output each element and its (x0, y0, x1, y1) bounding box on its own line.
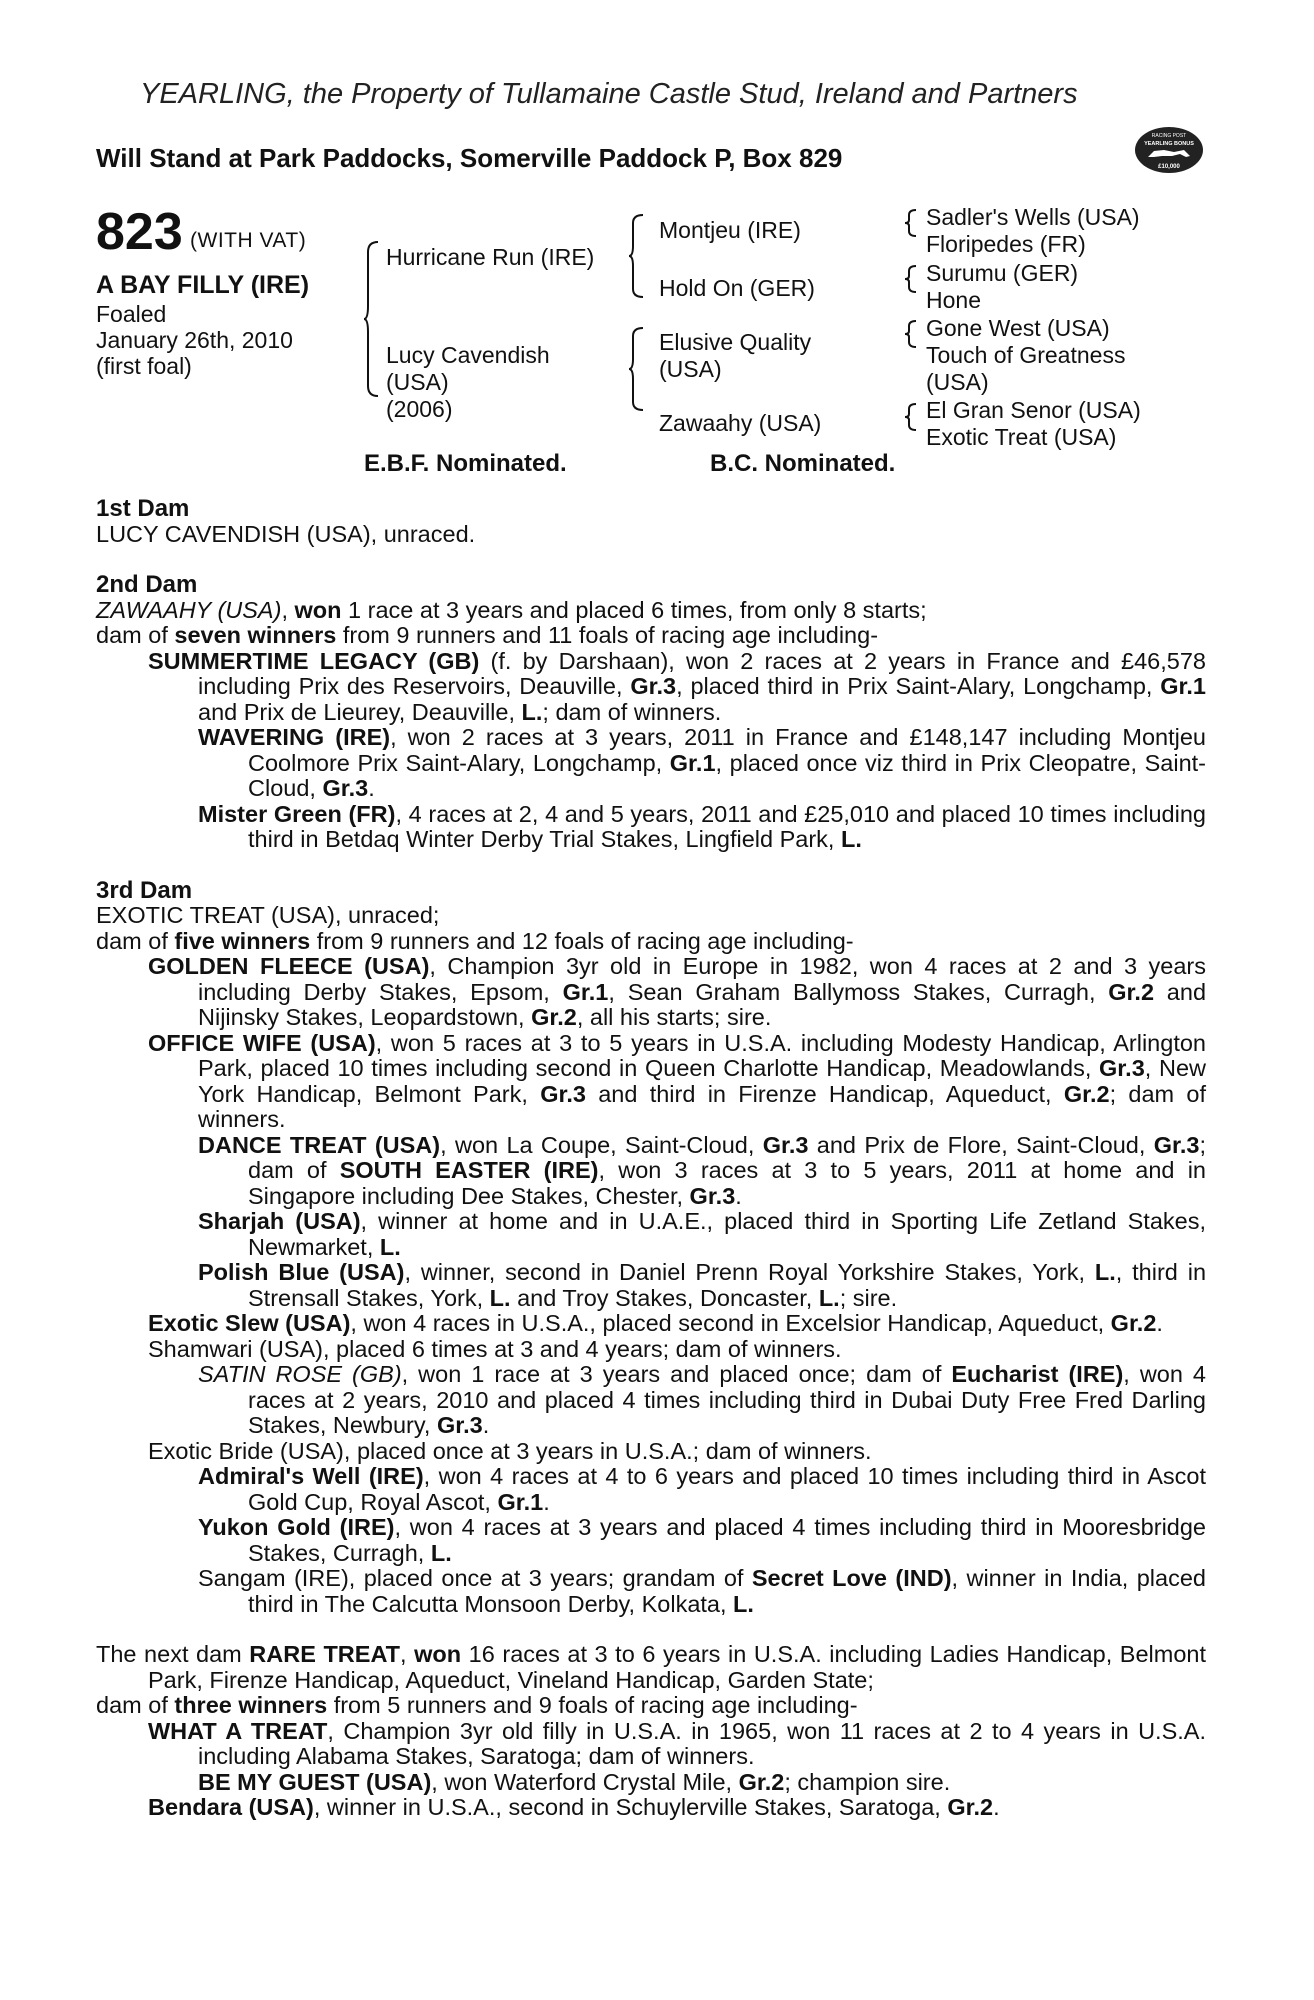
dam-dam-name: Zawaahy (USA) (659, 410, 822, 436)
lot-description: A BAY FILLY (IRE) (96, 271, 310, 299)
pedigree-brace-gen1 (364, 240, 380, 398)
progeny-what-a-treat: WHAT A TREAT, Champion 3yr old filly in U.S.A. in 1965, won 11 races at 2 to 4 years in U.S.A. including Alabama Stakes, Saratoga; dam of winners. (148, 1717, 1206, 1769)
progeny-dance-treat: DANCE TREAT (USA), won La Coupe, Saint-Cloud, Gr.3 and Prix de Flore, Saint-Cloud, Gr.3; dam of SOUTH EASTER (IRE), won 3 races at 3 to 5 years, 2011 at home and in Singapore including Dee Stakes, Chester, Gr.3. (198, 1131, 1206, 1209)
progeny-office-wife: OFFICE WIFE (USA), won 5 races at 3 to 5 years in U.S.A. including Modesty Handicap, Arlington Park, placed 10 times including second in Queen Charlotte Handicap, Meadowlands, Gr.3, New York Handicap, Belmont Park, Gr.3 and third in Firenze Handicap, Aqueduct, Gr.2; dam of winners. (148, 1029, 1207, 1132)
progeny-mister-green: Mister Green (FR), 4 races at 2, 4 and 5 years, 2011 and £25,010 and placed 10 times including third in Betdaq Winter Derby Trial Stakes, Lingfield Park, L. (198, 800, 1206, 852)
dam-name-line2: (USA) (386, 369, 449, 395)
dam-history (96, 496, 1206, 1821)
location-line: Will Stand at Park Paddocks, Somerville Paddock P, Box 829 (96, 143, 843, 173)
progeny-sangam: Sangam (IRE), placed once at 3 years; grandam of Secret Love (IND), winner in India, placed third in The Calcutta Monsoon Derby, Kolkata, L. (198, 1565, 1206, 1617)
ancestor-1: Sadler's Wells (USA) (926, 204, 1140, 230)
progeny-exotic-slew: Exotic Slew (USA), won 4 races in U.S.A., placed second in Excelsior Handicap, Aqueduct, Gr.2. (148, 1310, 1163, 1336)
ancestor-2: Floripedes (FR) (926, 231, 1086, 257)
progeny-sharjah: Sharjah (USA), winner at home and in U.A.E., placed third in Sporting Life Zetland Stakes, Newmarket, L. (198, 1208, 1206, 1260)
yearling-bonus-badge (1134, 126, 1204, 174)
bc-nominated: B.C. Nominated. (710, 450, 896, 477)
progeny-summertime-legacy: SUMMERTIME LEGACY (GB) (f. by Darshaan), won 2 races at 2 years in France and £46,578 including Prix des Reservoirs, Deauville, Gr.3, placed third in Prix Saint-Alary, Longchamp, Gr.1 and Prix de Lieurey, Deauville, L.; dam of winners. (148, 647, 1206, 725)
second-dam-produce: dam of seven winners from 9 runners and 11 foals of racing age including- (96, 622, 879, 648)
badge-line2: YEARLING BONUS (1144, 141, 1194, 147)
pedigree-brace-g4 (904, 402, 918, 432)
third-dam-intro: EXOTIC TREAT (USA), unraced; (96, 902, 440, 928)
foaled-date: January 26th, 2010 (96, 327, 293, 353)
next-dam-section (96, 1642, 1206, 1821)
progeny-exotic-bride: Exotic Bride (USA), placed once at 3 years in U.S.A.; dam of winners. (148, 1437, 872, 1464)
first-dam-text: LUCY CAVENDISH (USA), unraced. (96, 520, 476, 547)
vat-label: (WITH VAT) (190, 229, 307, 252)
progeny-yukon-gold: Yukon Gold (IRE), won 4 races at 3 years and placed 4 times including third in Mooresbridge Stakes, Curragh, L. (198, 1514, 1206, 1566)
catalogue-page (96, 0, 1206, 2000)
third-dam-produce: dam of five winners from 9 runners and 12 foals of racing age including- (96, 927, 854, 954)
dam-name-line1: Lucy Cavendish (386, 342, 550, 368)
progeny-polish-blue: Polish Blue (USA), winner, second in Daniel Prenn Royal Yorkshire Stakes, York, L., third in Strensall Stakes, York, L. and Troy Stakes, Doncaster, L.; sire. (198, 1259, 1207, 1311)
dam-sire-name (659, 329, 811, 383)
badge-line1: RACING POST (1151, 133, 1187, 139)
lot-info (96, 272, 309, 379)
ancestor-6-line1: Touch of Greatness (926, 342, 1126, 368)
lot-number: 823 (96, 203, 183, 261)
dam-sire-line1: Elusive Quality (659, 329, 812, 355)
sire-name: Hurricane Run (IRE) (386, 244, 595, 270)
first-dam-section (96, 496, 1206, 547)
ancestor-6 (926, 342, 1125, 396)
pedigree-brace-dam (629, 326, 645, 412)
dam-sire-line2: (USA) (659, 356, 722, 382)
ancestor-7: El Gran Senor (USA) (926, 397, 1141, 423)
first-dam-title: 1st Dam (96, 495, 190, 522)
badge-line3: £10,000 (1158, 164, 1180, 170)
next-dam-produce: dam of three winners from 5 runners and 9 foals of racing age including- (96, 1692, 858, 1718)
second-dam-section (96, 572, 1206, 853)
progeny-bendara: Bendara (USA), winner in U.S.A., second in Schuylerville Stakes, Saratoga, Gr.2. (148, 1794, 1000, 1820)
ancestor-6-line2: (USA) (926, 369, 989, 395)
progeny-golden-fleece: GOLDEN FLEECE (USA), Champion 3yr old in Europe in 1982, won 4 races at 2 and 3 years including Derby Stakes, Epsom, Gr.1, Sean Graham Ballymoss Stakes, Curragh, Gr.2 and Nijinsky Stakes, Leopardstown, Gr.2, all his starts; sire. (148, 953, 1207, 1030)
progeny-wavering: WAVERING (IRE), won 2 races at 3 years, 2011 in France and £148,147 including Montjeu Coolmore Prix Saint-Alary, Longchamp, Gr.1, placed once viz third in Prix Cleopatre, Saint-Cloud, Gr.3. (198, 724, 1207, 801)
pedigree-brace-g3 (904, 319, 918, 349)
progeny-be-my-guest: BE MY GUEST (USA), won Waterford Crystal Mile, Gr.2; champion sire. (198, 1768, 951, 1795)
progeny-shamwari: Shamwari (USA), placed 6 times at 3 and 4 years; dam of winners. (148, 1335, 842, 1362)
page-title: YEARLING, the Property of Tullamaine Castle Stud, Ireland and Partners (140, 78, 1078, 110)
ancestor-5: Gone West (USA) (926, 315, 1110, 341)
third-dam-title: 3rd Dam (96, 876, 193, 904)
pedigree-brace-sire (629, 213, 645, 299)
ancestor-3: Surumu (GER) (926, 260, 1079, 286)
dam-name (386, 342, 550, 423)
ancestor-8: Exotic Treat (USA) (926, 424, 1117, 450)
progeny-admirals-well: Admiral's Well (IRE), won 4 races at 4 to 6 years and placed 10 times including third in Ascot Gold Cup, Royal Ascot, Gr.1. (198, 1463, 1206, 1515)
next-dam-intro: The next dam RARE TREAT, won 16 races at 3 to 6 years in U.S.A. including Ladies Handicap, Belmont Park, Firenze Handicap, Aqueduct, Vineland Handicap, Garden State; (96, 1641, 1206, 1693)
progeny-satin-rose: SATIN ROSE (GB), won 1 race at 3 years and placed once; dam of Eucharist (IRE), won 4 races at 2 years, 2010 and placed 4 times including third in Dubai Duty Free Fred Darling Stakes, Newbury, Gr.3. (198, 1361, 1206, 1438)
foaled-label: Foaled (96, 301, 167, 327)
sire-dam-name: Hold On (GER) (659, 275, 815, 301)
pedigree-brace-g1 (904, 208, 918, 238)
ebf-nominated: E.B.F. Nominated. (364, 450, 567, 477)
pedigree-brace-g2 (904, 264, 918, 294)
second-dam-title: 2nd Dam (96, 571, 198, 598)
sire-sire-name: Montjeu (IRE) (659, 217, 801, 243)
dam-name-line3: (2006) (386, 396, 453, 422)
third-dam-section (96, 878, 1206, 1618)
second-dam-intro: ZAWAAHY (USA), won 1 race at 3 years and placed 6 times, from only 8 starts; (96, 596, 927, 623)
foal-note: (first foal) (96, 353, 192, 379)
ancestor-4: Hone (926, 287, 981, 313)
